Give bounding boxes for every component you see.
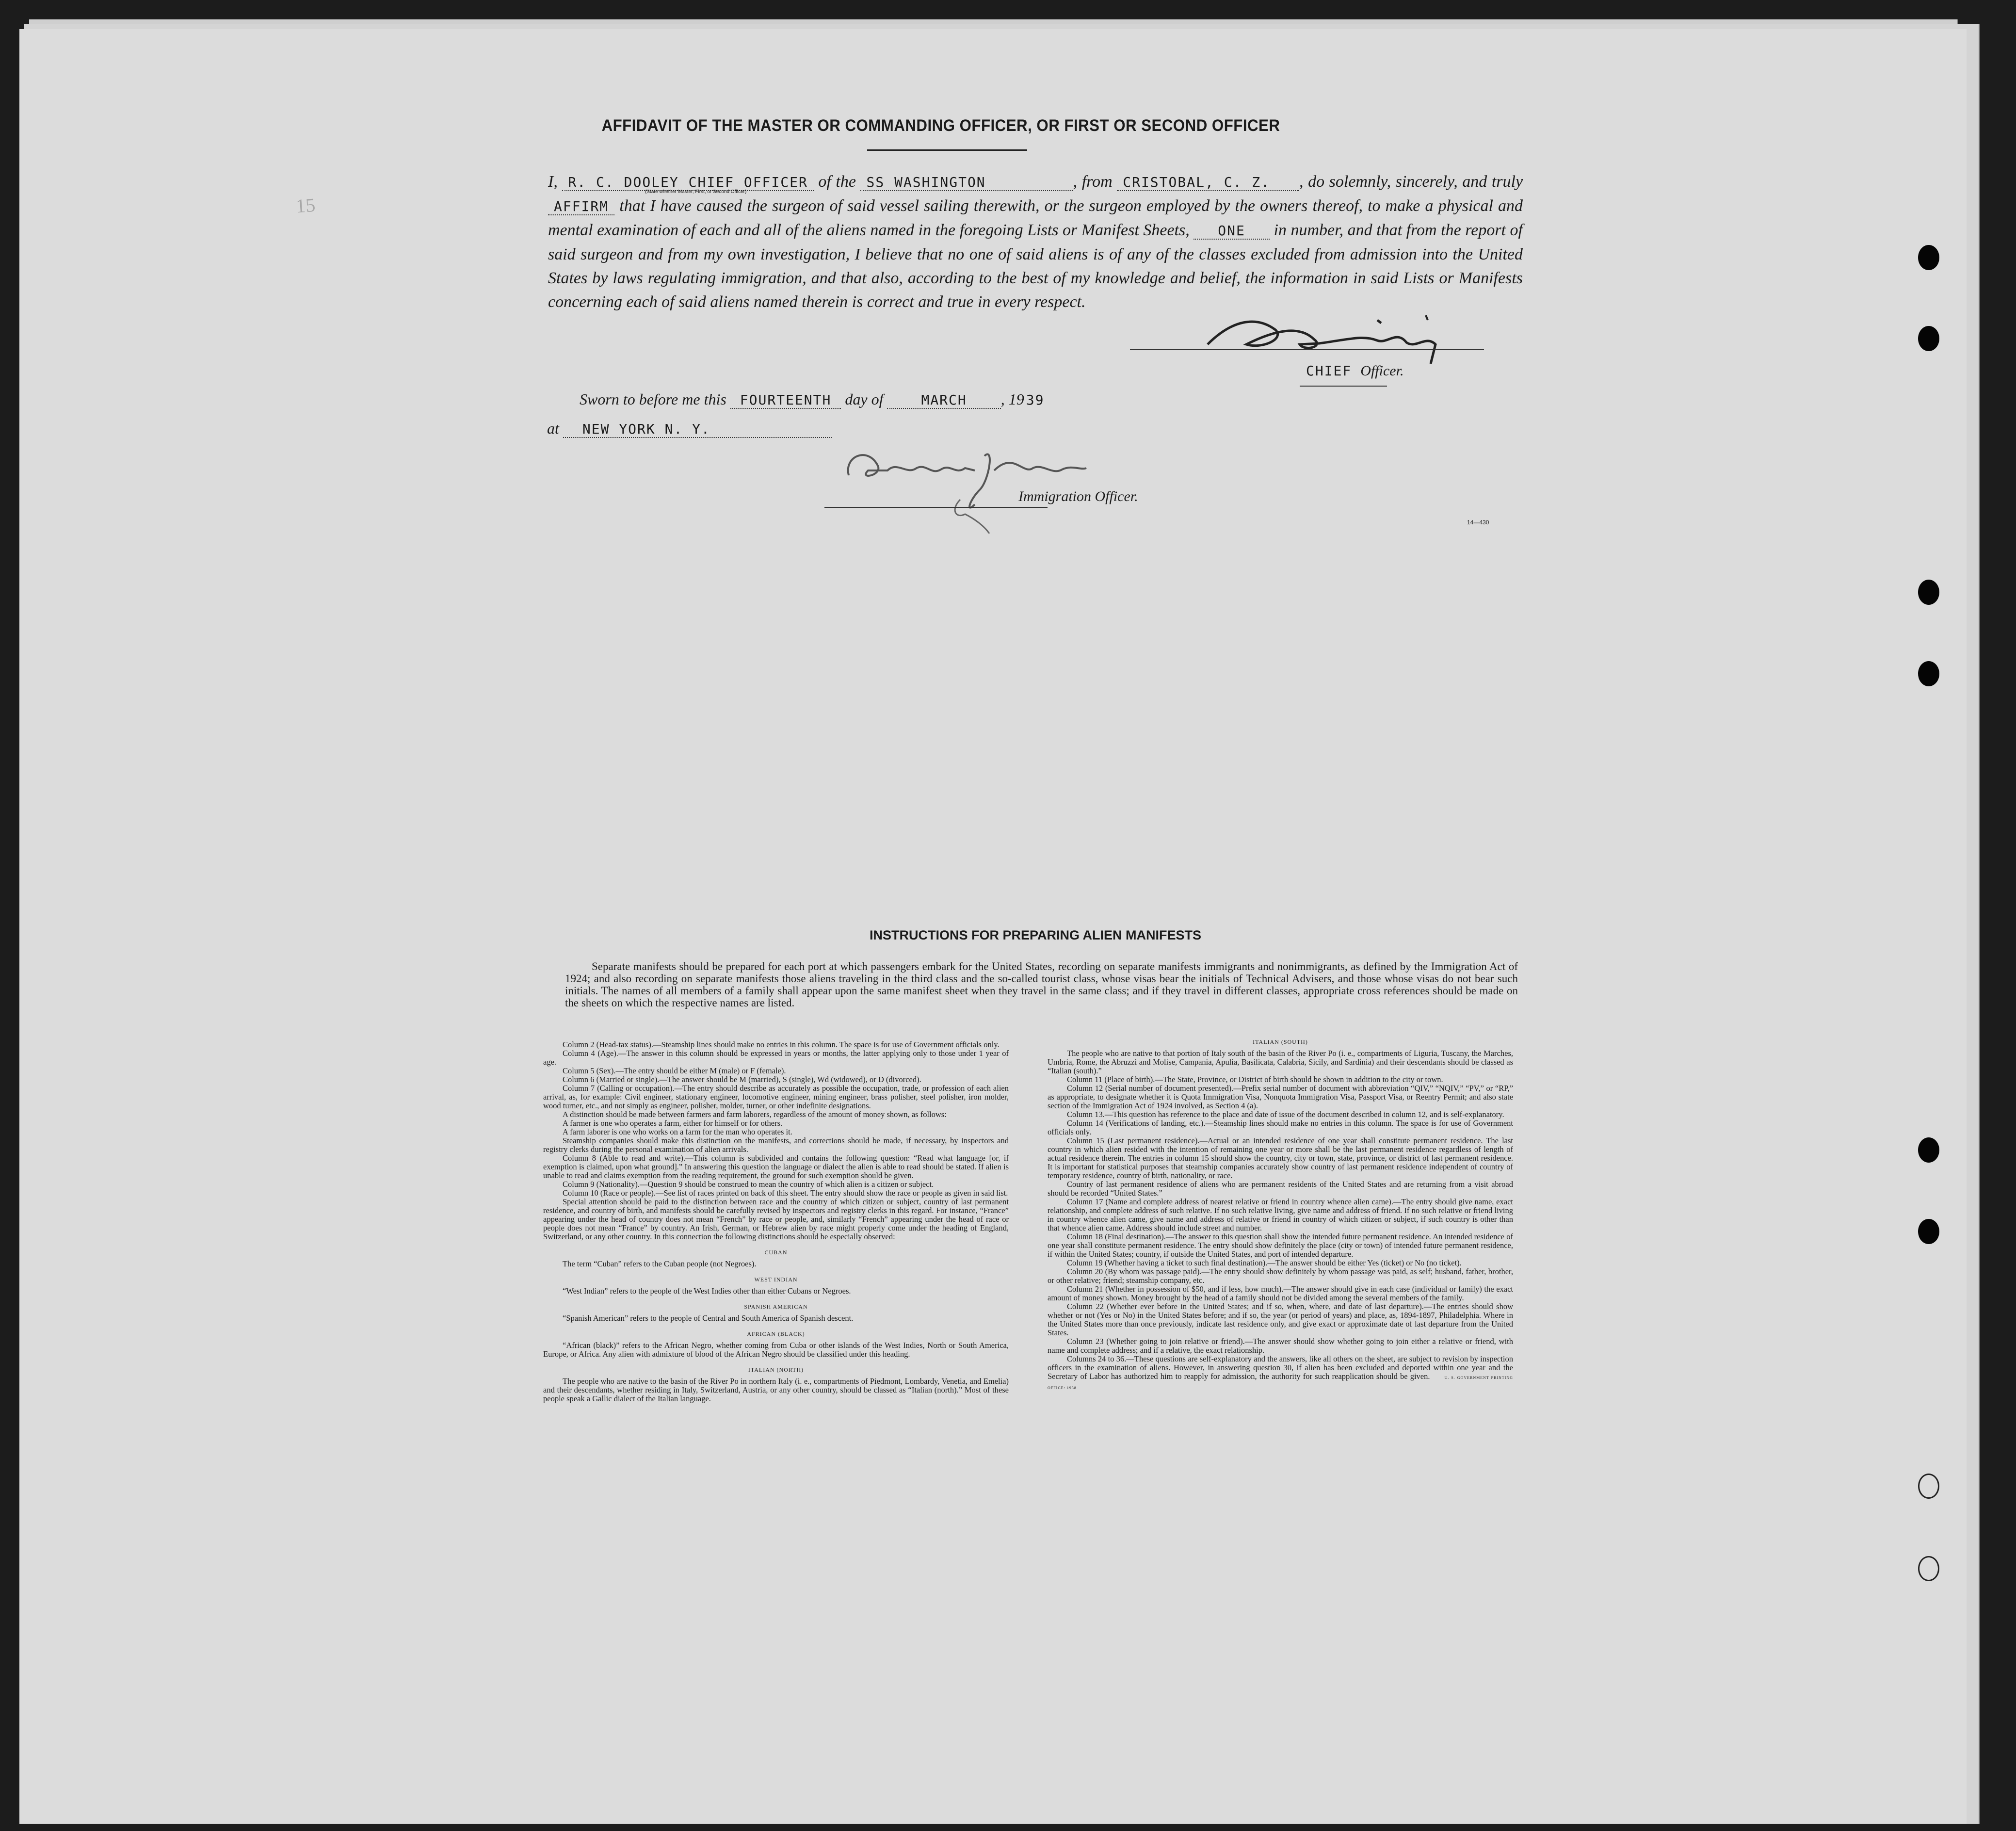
- day-of: day of: [845, 390, 884, 408]
- paragraph: Column 12 (Serial number of document presented).—Prefix serial number of document with abbreviation “QIV,” “NQIV,” “PV,” or “RP,” as appropriate, to designate whether it is Quota Immigration Visa, Nonquota Immigration Visa, Passport Visa, or Reentry Permit; and also state section of the Immigration Act of 1924 involved, as Section 4 (a).: [1048, 1084, 1513, 1110]
- year-prefix: , 19: [1000, 390, 1024, 408]
- paragraph: “Spanish American” refers to the people of Central and South America of Spanish descent.: [563, 1313, 854, 1323]
- binder-hole: [1918, 1219, 1939, 1244]
- chief-officer-signature: [1203, 310, 1484, 364]
- paragraph: “West Indian” refers to the people of the West Indies other than either Cubans or Negroes.: [563, 1286, 851, 1296]
- paragraph: Column 21 (Whether in possession of $50, and if less, how much).—The answer should give in each case (individual or family) the exact amount of money shown. Money brought by the head of a family should not be divided among the several members of the family.: [1048, 1284, 1513, 1302]
- subheading: ITALIAN (NORTH): [748, 1366, 804, 1373]
- day-field: FOURTEENTH: [730, 392, 841, 409]
- rank-note: (State whether Master, First, or Second Officer): [645, 189, 747, 194]
- title-divider: [867, 149, 1027, 151]
- paragraph: Country of last permanent residence of aliens who are permanent residents of the United States and are returning from a visit abroad should be recorded “United States.”: [1048, 1180, 1513, 1198]
- paragraph: Column 23 (Whether going to join relative or friend).—The answer should show whether going to join either a relative or friend, with name and complete address; and if a relative, the exact relationship.: [1048, 1337, 1513, 1355]
- paragraph: Column 13.—This question has reference to the place and date of issue of the document described in column 12, and is self-explanatory.: [1067, 1110, 1504, 1119]
- paragraph: Column 14 (Verifications of landing, etc.).—Steamship lines should make no entries in this column. The space is for use of Government officials only.: [1048, 1118, 1513, 1136]
- officer-name-field: R. C. DOOLEY CHIEF OFFICER: [562, 174, 813, 191]
- manifest-page: [19, 29, 1967, 1824]
- year-field: 39: [1026, 392, 1045, 408]
- paragraph: Column 15 (Last permanent residence).—Actual or an intended residence of one year shall constitute permanent residence. The last country in which alien resided with the intention of remaining one year or more shall be the last permanent residence regardless of length of actual residence therein. The entries in column 15 should show the country, city or town, state, province, or district of last permanent residence. It is important for statistical purposes that steamship companies accurately show country of last permanent residence independent of country of temporary residence, country of birth, nationality, or race.: [1048, 1136, 1513, 1180]
- paragraph: Column 18 (Final destination).—The answer to this question shall show the intended future permanent residence. An intended residence of one year shall constitute permanent residence. The entry should show definitely the place (city or town) of intended future permanent residence, if within the United States; country, if outside the United States, and port of intended departure.: [1048, 1232, 1513, 1259]
- binder-hole: [1918, 1137, 1939, 1163]
- place-field: NEW YORK N. Y.: [563, 421, 832, 438]
- instructions-right-column: [1048, 1031, 1513, 1393]
- paragraph: Column 4 (Age).—The answer in this column should be expressed in years or months, the latter applying only to those under 1 year of age.: [543, 1049, 1009, 1067]
- sheets-field: ONE: [1193, 223, 1270, 240]
- affidavit-text-1: that I have caused the surgeon of said vessel sailing therewith, or the surgeon employed by the owners thereof, to make a physical and mental examination of each and all of the aliens named in the foregoing Lists or Manifest Sheets,: [548, 197, 1523, 239]
- of-the: of the: [818, 173, 856, 191]
- margin-mark: 15: [295, 194, 316, 217]
- printing-office-note: U. S. GOVERNMENT PRINTING OFFICE: 1938: [1048, 1376, 1513, 1390]
- paragraph: Column 19 (Whether having a ticket to such final destination).—The answer should be either Yes (ticket) or No (no ticket).: [1067, 1258, 1462, 1267]
- immigration-officer-signature: [839, 441, 1091, 534]
- port-field: CRISTOBAL, C. Z.: [1117, 174, 1299, 191]
- paragraph: Column 22 (Whether ever before in the United States; and if so, when, where, and date of last departure).—The entries should show whether or not (Yes or No) in the United States before; and if so, the year (or period of years) and place, as, 1894-1897, Philadelphia. Where in the United States more than once previously, indicate last residence only, and give exact or approximate date of last departure from the United States.: [1048, 1302, 1513, 1337]
- binder-hole: [1918, 326, 1939, 351]
- paragraph: A farmer is one who operates a farm, either for himself or for others.: [563, 1118, 783, 1128]
- paragraph: A distinction should be made between farmers and farm laborers, regardless of the amount of money shown, as follows:: [563, 1110, 947, 1119]
- affidavit-text-2: in number, and that from the report of said surgeon and from my own investigation, I believe that no one of said aliens is of any of the classes excluded from admission into the United States by laws regulating immigration, and that also, according to the best of my knowledge and belief, the information in said Lists or Manifests concerning each of said aliens named therein is correct and true in every respect.: [548, 221, 1523, 311]
- paragraph: The term “Cuban” refers to the Cuban people (not Negroes).: [563, 1259, 757, 1268]
- month-field: MARCH: [887, 392, 1000, 409]
- form-number: 14—430: [1467, 519, 1489, 526]
- paragraph: Steamship companies should make this distinction on the manifests, and corrections should be made, if necessary, by inspectors and registry clerks during the personal examination of alien arrivals.: [543, 1136, 1009, 1154]
- place-line: [547, 420, 832, 437]
- subheading: ITALIAN (SOUTH): [1253, 1038, 1308, 1045]
- subheading: SPANISH AMERICAN: [744, 1303, 808, 1310]
- solemnly: solemnly, sincerely, and truly: [1329, 173, 1523, 191]
- paragraph: [1048, 1355, 1513, 1393]
- instructions-left-column: [543, 1040, 1009, 1403]
- from-word: , from: [1073, 173, 1113, 191]
- rank-label: [1297, 363, 1403, 379]
- rank-line: [1300, 386, 1387, 387]
- paragraph: Column 6 (Married or single).—The answer should be M (married), S (single), Wd (widowed), or D (divorced).: [563, 1075, 921, 1084]
- oath-field: AFFIRM: [548, 198, 614, 215]
- paragraph: “African (black)” refers to the African Negro, whether coming from Cuba or other islands of the West Indies, North or South America, Europe, or Africa. Any alien with admixture of blood of the African Negro should be classified under this heading.: [543, 1341, 1009, 1359]
- rank-field: CHIEF: [1306, 363, 1352, 379]
- pre-name: I,: [548, 173, 558, 191]
- binder-hole: [1918, 245, 1939, 270]
- paragraph: Column 10 (Race or people).—See list of races printed on back of this sheet. The entry should show the race or people as given in said list.: [563, 1188, 1008, 1198]
- instructions-title: INSTRUCTIONS FOR PREPARING ALIEN MANIFESTS: [869, 928, 1202, 942]
- officer-label: Officer.: [1360, 363, 1404, 379]
- binder-hole: [1918, 1474, 1939, 1499]
- subheading: CUBAN: [764, 1249, 788, 1256]
- paragraph: The people who are native to that portion of Italy south of the basin of the River Po (i. e., compartments of Liguria, Tuscany, the Marches, Umbria, Rome, the Abruzzi and Molise, Campania, Apulia, Basilicata, Calabria, Sicily, and Sardinia) and their descendants should be classed as “Italian (south).”: [1048, 1049, 1513, 1075]
- paragraph: Column 8 (Able to read and write).—This column is subdivided and contains the following question: “Read what language [or, if exemption is claimed, upon what ground].” In answering this question the language or dialect the alien is able to read should be stated. If alien is unable to read and claims exemption from the reading requirement, the ground for such exemption should be given.: [543, 1153, 1009, 1180]
- paragraph-text: Columns 24 to 36.—These questions are self-explanatory and the answers, like all others on the sheet, are subject to revision by inspection officers in the examination of aliens. However, in answering question 30, if alien has been excluded and deported within one year and the Secretary of Labor has authorized him to reapply for admission, the authority for such reapplication should be given.: [1048, 1354, 1513, 1381]
- sworn-prefix: Sworn to before me this: [580, 390, 726, 408]
- binder-hole: [1918, 1556, 1939, 1581]
- vessel-field: SS WASHINGTON: [860, 174, 1073, 191]
- paragraph: Column 11 (Place of birth).—The State, Province, or District of birth should be shown in addition to the city or town.: [1067, 1075, 1443, 1084]
- paragraph: Column 2 (Head-tax status).—Steamship lines should make no entries in this column. The space is for use of Government officials only.: [563, 1040, 1000, 1049]
- do-word: , do: [1299, 173, 1325, 191]
- subheading: WEST INDIAN: [754, 1276, 798, 1283]
- paragraph: Column 20 (By whom was passage paid).—The entry should show definitely by whom passage was paid, as self; husband, father, brother, or other relative; friend; steamship company, etc.: [1048, 1267, 1513, 1285]
- subheading: AFRICAN (BLACK): [747, 1330, 805, 1337]
- immigration-officer-label: Immigration Officer.: [1018, 488, 1138, 504]
- at-word: at: [547, 420, 559, 437]
- paragraph: Special attention should be paid to the distinction between race and the country of which citizen or subject, country of last permanent residence, and country of birth, and manifests should be carefully revised by inspectors and registry clerks in this regard. For instance, “France” appearing under the head of country does not mean “French” by race or people, and, similarly “French” appearing under the head of race or people does not mean “France” by country. An Irish, German, or Hebrew alien by race might properly come under the heading of England, Switzerland, or any other country. In this connection the following distinctions should be especially observed:: [543, 1197, 1009, 1241]
- paragraph: A farm laborer is one who works on a farm for the man who operates it.: [563, 1127, 792, 1136]
- affidavit-title: AFFIDAVIT OF THE MASTER OR COMMANDING OFFICER, OR FIRST OR SECOND OFFICER: [601, 116, 1280, 135]
- paragraph: Column 17 (Name and complete address of nearest relative or friend in country whence alien came).—The entry should give name, exact relationship, and complete address of such relative. If no such relative living, give name and address of friend. If no such relative or friend living in country whence alien came, give name and address of relative or friend in country of which citizen or subject, if such country is other than that whence alien came. Address should include street and number.: [1048, 1197, 1513, 1232]
- paragraph: Column 7 (Calling or occupation).—The entry should describe as accurately as possible the occupation, trade, or profession of each alien arrival, as, for example: Civil engineer, stationary engineer, locomotive engineer, mining engineer, brass polisher, steel polisher, iron molder, wood turner, etc., and not simply as engineer, polisher, molder, turner, or other indefinite designations.: [543, 1084, 1009, 1110]
- instructions-intro: Separate manifests should be prepared for each port at which passengers embark for the United States, recording on separate manifests immigrants and nonimmigrants, as defined by the Immigration Act of 1924; and also recording on separate manifests those aliens traveling in the third class and the so-called tourist class, whose visas bear the initials of Technical Advisers, and those whose visas do not bear such initials. The names of all members of a family shall appear upon the same manifest sheet when they travel in the same class; and if they travel in different classes, appropriate cross references should be made on the sheets on which the respective names are listed.: [565, 960, 1518, 1009]
- sworn-line: [580, 390, 1046, 408]
- binder-hole: [1918, 661, 1939, 686]
- paragraph: The people who are native to the basin of the River Po in northern Italy (i. e., compartments of Piedmont, Lombardy, Venetia, and Emelia) and their descendants, whether residing in Italy, Switzerland, Austria, or any other country, should be classed as “Italian (north).” Most of these people speak a Gallic dialect of the Italian language.: [543, 1377, 1009, 1403]
- paragraph: Column 5 (Sex).—The entry should be either M (male) or F (female).: [563, 1066, 786, 1075]
- paragraph: Column 9 (Nationality).—Question 9 should be construed to mean the country of which alien is a citizen or subject.: [563, 1180, 934, 1189]
- chief-officer-signature-line: [1130, 349, 1484, 350]
- binder-hole: [1918, 580, 1939, 605]
- immigration-officer-signature-line: [824, 507, 1048, 508]
